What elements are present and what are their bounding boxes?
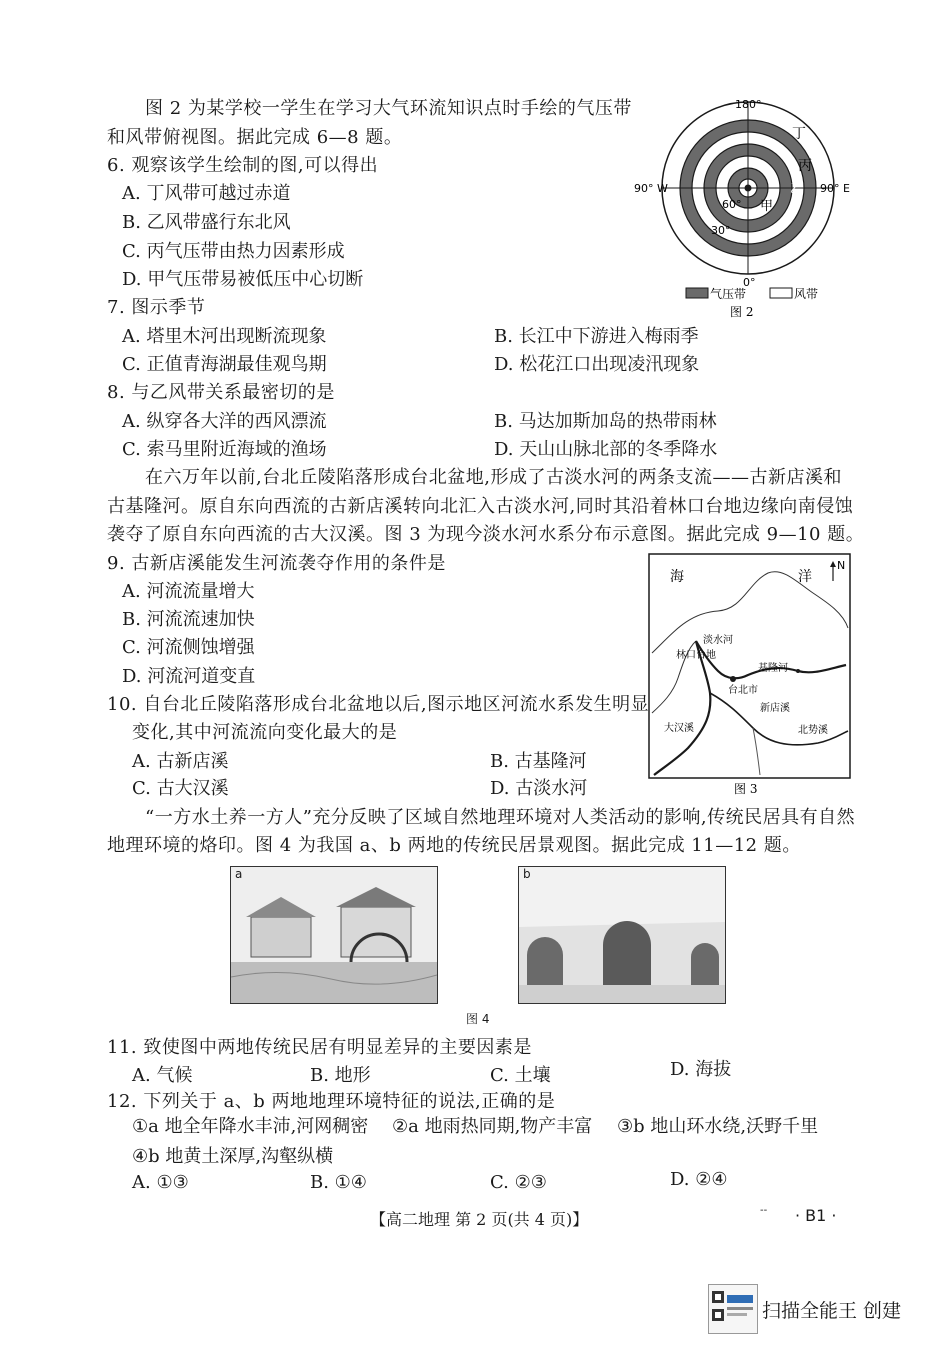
q11-option-c[interactable]: C. 土壤 [490,1065,551,1086]
q10-option-d[interactable]: D. 古淡水河 [490,778,588,799]
q10-stem-line1: 10. 自台北丘陵陷落形成台北盆地以后,图示地区河流水系发生明显 [107,694,650,715]
map-label-xindian: 新店溪 [760,703,790,714]
q12-option-a[interactable]: A. ①③ [132,1172,189,1193]
q11-option-a[interactable]: A. 气候 [132,1065,193,1086]
intro-6-8-line1: 图 2 为某学校一学生在学习大气环流知识点时手绘的气压带 [145,98,632,119]
q9-option-c[interactable]: C. 河流侧蚀增强 [122,637,255,658]
q12-stem: 12. 下列关于 a、b 两地地理环境特征的说法,正确的是 [107,1091,556,1112]
q10-option-a[interactable]: A. 古新店溪 [132,751,229,772]
q12-statement-3: ③b 地山环水绕,沃野千里 [617,1116,819,1137]
taipei-city-marker [730,676,736,682]
label-180: 180° [735,98,762,111]
q7-option-d[interactable]: D. 松花江口出现凌汛现象 [494,354,700,375]
intro-11-12-line1: “一方水土养一方人”充分反映了区域自然地理环境对人类活动的影响,传统民居具有自然 [145,807,856,828]
figure-3-caption: 图 3 [734,782,758,796]
photo-a-drawing [231,867,437,1003]
q11-option-b[interactable]: B. 地形 [310,1065,371,1086]
map-label-keelung: 基隆河 [758,663,788,674]
intro-11-12-line2: 地理环境的烙印。图 4 为我国 a、b 两地的传统民居景观图。据此完成 11—12 题。 [107,835,801,856]
map-frame [649,554,850,778]
figure-3-danshui-river-map [648,553,852,797]
scanner-app-logo [708,1284,758,1334]
photo-b-cave-dwelling [518,866,726,1004]
map-label-dahan: 大汉溪 [664,723,694,734]
photo-a-label: a [235,867,243,881]
q12-statement-1: ①a 地全年降水丰沛,河网稠密 [132,1116,369,1137]
label-yi: 乙 [790,182,804,197]
footer-code: · B1 · [795,1206,837,1225]
legend-wind-swatch [770,288,792,298]
label-60deg: 60° [722,198,742,211]
town-marker [796,669,800,673]
label-bing: 丙 [798,158,812,174]
q7-option-a[interactable]: A. 塔里木河出现断流现象 [122,326,327,347]
label-30deg: 30° [711,224,731,237]
q11-option-d[interactable]: D. 海拔 [670,1059,732,1080]
map-label-sea1: 海 [670,569,684,585]
q8-stem: 8. 与乙风带关系最密切的是 [107,382,335,403]
page-footer: 【高二地理 第 2 页(共 4 页)】 [370,1210,589,1229]
q10-stem-line2: 变化,其中河流流向变化最大的是 [132,722,398,743]
label-90w: 90° W [634,182,668,195]
legend-pressure-swatch [686,288,708,298]
q12-statement-4: ④b 地黄土深厚,沟壑纵横 [132,1146,334,1167]
label-0: 0° [743,276,756,289]
q6-option-d[interactable]: D. 甲气压带易被低压中心切断 [122,269,364,290]
figure-2-pressure-wind-belts [630,92,860,322]
photo-b-drawing [519,867,725,1003]
figure-4-caption: 图 4 [466,1012,490,1026]
intro-9-10-line1: 在六万年以前,台北丘陵陷落形成台北盆地,形成了古淡水河的两条支流——古新店溪和 [145,467,842,488]
q11-stem: 11. 致使图中两地传统民居有明显差异的主要因素是 [107,1037,532,1058]
q6-option-b[interactable]: B. 乙风带盛行东北风 [122,212,291,233]
q9-option-b[interactable]: B. 河流流速加快 [122,609,255,630]
map-label-sea2: 洋 [798,569,812,585]
q12-option-d[interactable]: D. ②④ [670,1169,728,1190]
q9-option-a[interactable]: A. 河流流量增大 [122,581,255,602]
intro-9-10-line3: 袭夺了原自东向西流的古大汉溪。图 3 为现今淡水河水系分布示意图。据此完成 9—10 题。 [107,524,865,545]
label-ding: 丁 [792,126,806,142]
q6-option-c[interactable]: C. 丙气压带由热力因素形成 [122,241,345,262]
intro-9-10-line2: 古基隆河。原自东向西流的古新店溪转向北汇入古淡水河,同时其沿着林口台地边缘向南侵蚀 [107,496,854,517]
map-label-taipei: 台北市 [728,685,758,696]
intro-6-8-line2: 和风带俯视图。据此完成 6—8 题。 [107,127,403,148]
q8-option-a[interactable]: A. 纵穿各大洋的西风漂流 [122,411,327,432]
q7-option-c[interactable]: C. 正值青海湖最佳观鸟期 [122,354,327,375]
q8-option-d[interactable]: D. 天山山脉北部的冬季降水 [494,439,718,460]
q10-option-b[interactable]: B. 古基隆河 [490,751,587,772]
footer-dash: -- [760,1205,768,1216]
map-label-beishi: 北势溪 [798,725,828,736]
q12-option-b[interactable]: B. ①④ [310,1172,367,1193]
q6-option-a[interactable]: A. 丁风带可越过赤道 [122,183,291,204]
q12-option-c[interactable]: C. ②③ [490,1172,547,1193]
q9-option-d[interactable]: D. 河流河道变直 [122,666,256,687]
q12-statement-2: ②a 地雨热同期,物产丰富 [392,1116,593,1137]
q9-stem: 9. 古新店溪能发生河流袭夺作用的条件是 [107,553,446,574]
scanner-watermark-text: 扫描全能王 创建 [762,1300,902,1322]
map-label-north: N [837,559,846,572]
qr-code-icon [709,1285,757,1333]
legend-wind-label: 风带 [794,287,819,301]
label-jia: 甲 [760,199,774,214]
q7-option-b[interactable]: B. 长江中下游进入梅雨季 [494,326,699,347]
legend-pressure-label: 气压带 [710,287,747,301]
q6-stem: 6. 观察该学生绘制的图,可以得出 [107,155,379,176]
map-label-linkou: 林口台地 [676,650,716,661]
label-90e: 90° E [820,182,850,195]
photo-b-label: b [523,867,531,881]
q8-option-b[interactable]: B. 马达加斯加岛的热带雨林 [494,411,717,432]
figure-2-caption: 图 2 [730,305,754,319]
q7-stem: 7. 图示季节 [107,297,206,318]
q8-option-c[interactable]: C. 索马里附近海域的渔场 [122,439,327,460]
map-label-danshui: 淡水河 [703,635,733,646]
photo-a-water-town [230,866,438,1004]
q10-option-c[interactable]: C. 古大汉溪 [132,778,229,799]
